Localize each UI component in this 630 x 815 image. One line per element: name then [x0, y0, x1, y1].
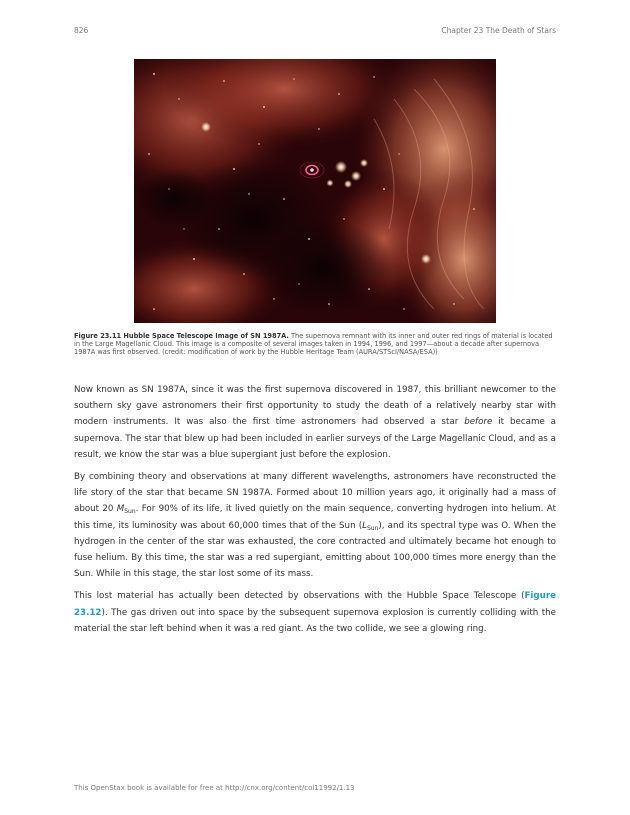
- paragraph-1: Now known as SN 1987A, since it was the first supernova discovered in 1987, this brilliant newcomer to the southern sky gave astronomers their first opportunity to study the death of a relatively nearby star with modern instruments. It was also the first time astronomers had observed a star before it became a supernova. The star that blew up had been included in earlier surveys of the Large Magellanic Cloud, and as a result, we know the star was a blue supergiant just before the explosion.: [74, 385, 556, 460]
- figure-caption: [74, 332, 556, 357]
- footer-text: This OpenStax book is available for free at http://cnx.org/content/col11992/1.13: [74, 784, 355, 792]
- figure-label: Figure 23.11 Hubble Space Telescope Image of SN 1987A.: [74, 332, 289, 340]
- figure-23-12-link[interactable]: Figure 23.12: [74, 591, 556, 618]
- page-number: 826: [74, 26, 89, 35]
- paragraph-2: By combining theory and observations at many different wavelengths, astronomers have reconstructed the life story of the star that became SN 1987A. Formed about 10 million years ago, it originally had a mass of about 20 $M_{Sun}$. For 90% of its life, it lived quietly on the main sequence, converting hydrogen into helium. At this time, its luminosity was about 60,000 times that of the Sun $(L_{Sun})$, and its spectral type was O. When the hydrogen in the center of the star was exhausted, the core contracted and ultimately became hot enough to fuse helium. By this time, the star was a red supergiant, emitting about 100,000 times more energy than the Sun. While in this stage, the star lost some of its mass.: [74, 472, 557, 580]
- sn1987a-hubble-image: [134, 59, 496, 323]
- chapter-title: Chapter 23 The Death of Stars: [441, 26, 556, 35]
- body-text: [74, 382, 556, 643]
- figure-caption-text: The supernova remnant with its inner and outer red rings of material is located in the Large Magellanic Cloud. This image is a composite of several images taken in 1994, 1996, and 1997—about a decade after supernova 1987A was first observed. (credit: modification of work by the Hubble Heritage Team (AURA/STScI/NASA/ESA)): [74, 332, 553, 357]
- paragraph-3: This lost material has actually been detected by observations with the Hubble Space Telescope (Figure 23.12). The gas driven out into space by the subsequent supernova explosion is currently colliding with the material the star left behind when it was a red giant. As the two collide, we see a glowing ring.: [74, 591, 556, 634]
